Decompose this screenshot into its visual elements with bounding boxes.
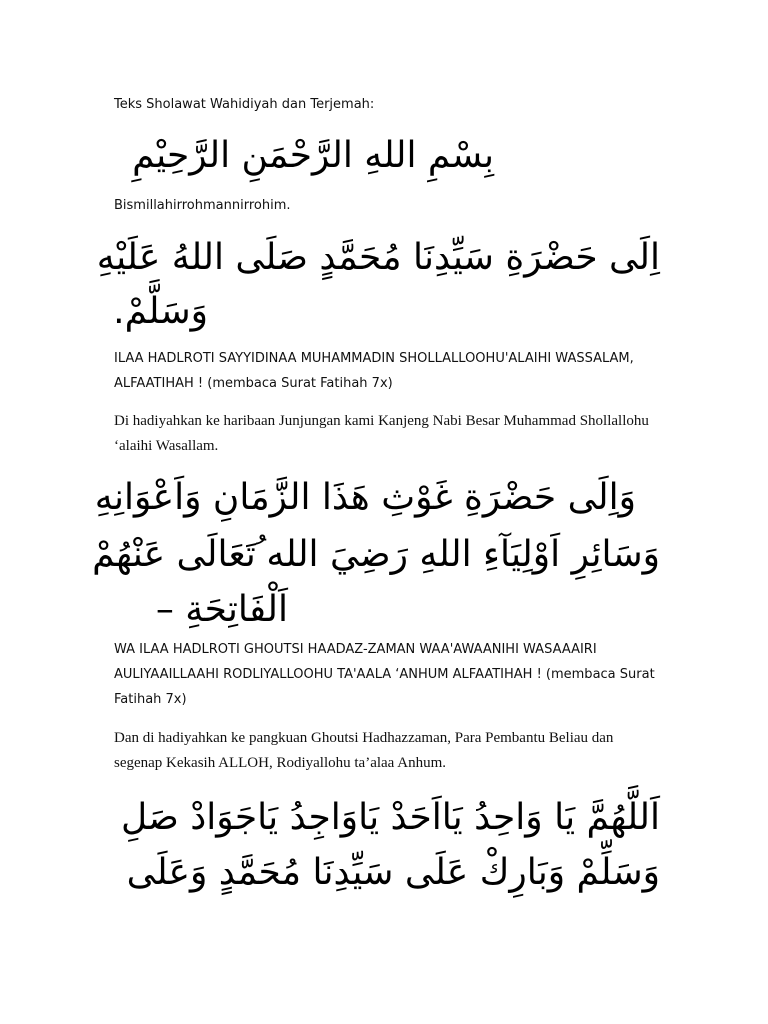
salawat1-latin: ILAA HADLROTI SAYYIDINAA MUHAMMADIN SHOLLALLOOHU'ALAIHI WASSALAM, ALFAATIHAH ! (membaca Surat Fatihah 7x) xyxy=(114,351,634,391)
salawat2-arabic-line2: وَسَائِرِ اَوْلِيَآءِ اللهِ رَضِيَ الله ُتَعَالَى عَنْهُمْ xyxy=(92,534,660,575)
salawat3-arabic-line2: وَسَلِّمْ وَبَارِكْ عَلَى سَيِّدِنَا مُحَمَّدٍ وَعَلَى xyxy=(126,852,660,893)
salawat2-latin: WA ILAA HADLROTI GHOUTSI HAADAZ-ZAMAN WAA'AWAANIHI WASAAAIRI AULIYAAILLAAHI RODLIYALLOOHU TA'AALA ‘ANHUM ALFAATIHAH ! (membaca Surat Fatihah 7x) xyxy=(114,642,655,707)
salawat2-arabic-line1: وَاِلَى حَضْرَةِ غَوْثِ هَذَا الزَّمَانِ وَاَعْوَانِهِ xyxy=(94,477,636,518)
salawat3-arabic-line1: اَللَّهُمَّ يَا وَاحِدُ يَااَحَدْ يَاوَاجِدُ يَاجَوَادْ صَلِ xyxy=(121,797,660,838)
salawat1-translation: Di hadiyahkan ke haribaan Junjungan kami Kanjeng Nabi Besar Muhammad Shollallohu ‘alaihi Wasallam. xyxy=(114,413,649,454)
salawat1-arabic-line1: اِلَى حَضْرَةِ سَيِّدِنَا مُحَمَّدٍ صَلَى اللهُ عَلَيْهِ xyxy=(96,237,660,278)
basmalah-latin: Bismillahirrohmannirrohim. xyxy=(114,198,291,213)
salawat2-translation: Dan di hadiyahkan ke pangkuan Ghoutsi Hadhazzaman, Para Pembantu Beliau dan segenap Kekasih ALLOH, Rodiyallohu ta’alaa Anhum. xyxy=(114,730,614,771)
salawat2-arabic-line3: اَلْفَاتِحَةِ – xyxy=(155,589,288,630)
salawat1-arabic-line2: وَسَلَّمْ. xyxy=(113,291,208,332)
basmalah-arabic: بِسْمِ اللهِ الرَّحْمَنِ الرَّحِيْمِ xyxy=(132,135,494,176)
document-heading: Teks Sholawat Wahidiyah dan Terjemah: xyxy=(114,97,375,112)
